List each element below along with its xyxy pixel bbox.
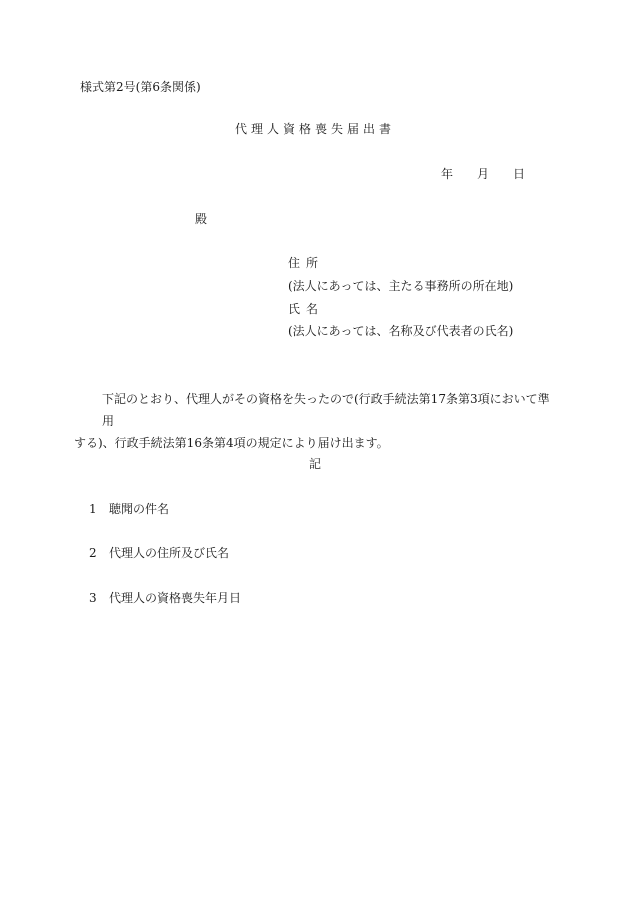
ki-heading: 記 <box>308 457 321 471</box>
list-item <box>89 547 229 559</box>
body-paragraph <box>74 388 550 454</box>
list-item <box>89 503 169 515</box>
addressee-suffix: 殿 <box>195 212 208 226</box>
date-year: 年 <box>441 167 454 181</box>
item-label: 代理人の資格喪失年月日 <box>109 591 242 605</box>
list-item <box>89 592 241 604</box>
date-month: 月 <box>477 167 490 181</box>
form-number: 様式第2号(第6条関係) <box>80 80 201 94</box>
item-number: 1 <box>89 502 97 516</box>
date-day: 日 <box>513 167 526 181</box>
item-number: 2 <box>89 546 97 560</box>
item-label: 代理人の住所及び氏名 <box>109 546 230 560</box>
document-title: 代理人資格喪失届出書 <box>234 122 395 136</box>
name-note: (法人にあっては、名称及び代表者の氏名) <box>288 324 514 338</box>
name-label: 氏名 <box>288 302 325 316</box>
body-line-1: 下記のとおり、代理人がその資格を失ったので(行政手続法第17条第3項において準用 <box>102 392 550 428</box>
body-line-2: する)、行政手続法第16条第4項の規定により届け出ます。 <box>74 436 389 450</box>
item-number: 3 <box>89 591 97 605</box>
date-line <box>441 168 525 180</box>
item-label: 聴聞の件名 <box>109 502 170 516</box>
address-label: 住所 <box>288 256 325 270</box>
address-note: (法人にあっては、主たる事務所の所在地) <box>288 279 514 293</box>
